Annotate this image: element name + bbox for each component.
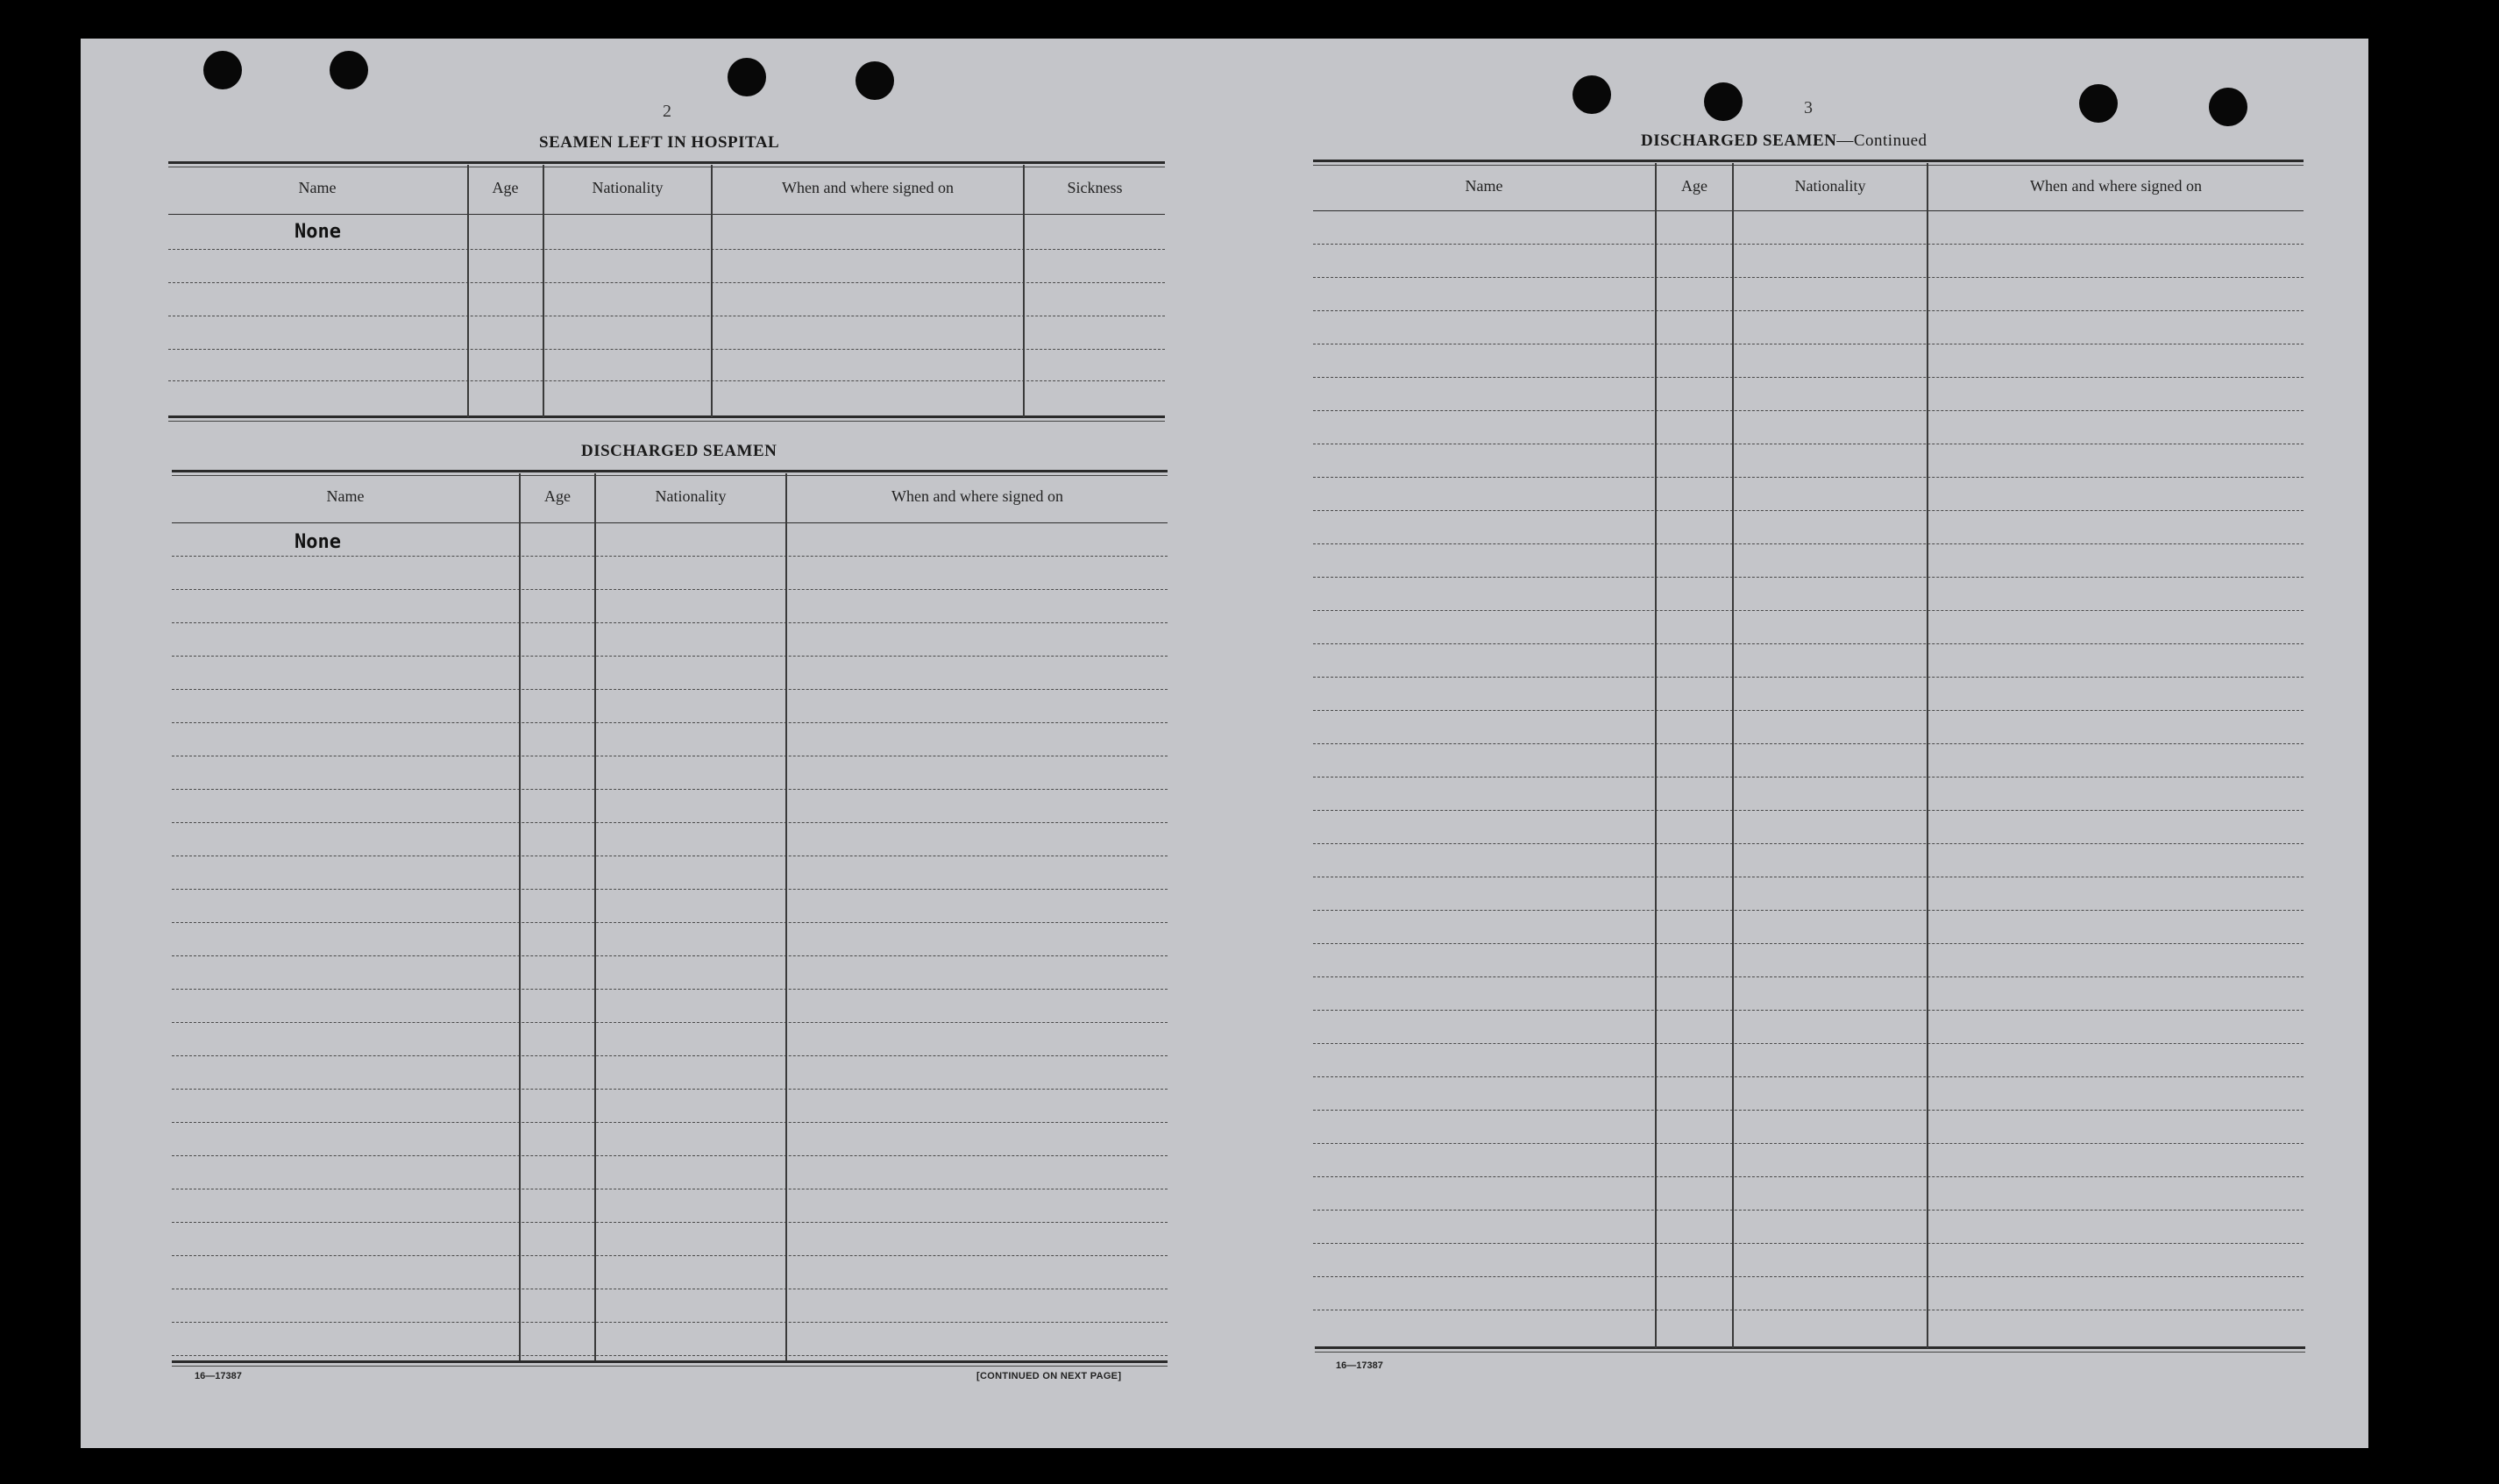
row-rule: [1313, 1043, 2304, 1044]
row-rule: [1313, 1276, 2304, 1277]
row-rule: [1313, 976, 2304, 977]
row-rule: [172, 1055, 1168, 1056]
form-number: 16—17387: [1336, 1360, 1383, 1371]
discharged-top-rule: [172, 470, 1168, 472]
right-header-signed-on: When and where signed on: [2030, 177, 2202, 195]
row-rule: [1313, 1010, 2304, 1011]
discharged-header-age: Age: [544, 487, 571, 505]
discharged-header-signed-on: When and where signed on: [891, 487, 1063, 505]
row-rule: [1313, 743, 2304, 744]
continued-suffix: —Continued: [1836, 131, 1927, 150]
discharged-col-divider: [785, 473, 787, 1360]
right-header-name: Name: [1465, 177, 1503, 195]
hospital-row-rule: [168, 349, 1165, 350]
right-bottom-rule: [1315, 1346, 2305, 1349]
right-top-rule: [1313, 160, 2304, 162]
hospital-col-divider: [711, 165, 713, 417]
hospital-col-divider: [1023, 165, 1025, 417]
hospital-header-nationality: Nationality: [592, 179, 664, 196]
row-rule: [172, 889, 1168, 890]
row-rule: [1313, 1110, 2304, 1111]
row-rule: [172, 955, 1168, 956]
row-rule: [172, 1022, 1168, 1023]
hospital-col-divider: [467, 165, 469, 417]
row-rule: [172, 822, 1168, 823]
row-rule: [172, 1222, 1168, 1223]
row-rule: [172, 689, 1168, 690]
row-rule: [1313, 510, 2304, 511]
row-rule: [172, 556, 1168, 557]
hospital-row-rule: [168, 380, 1165, 381]
punch-hole: [203, 51, 242, 89]
row-rule: [1313, 477, 2304, 478]
punch-hole: [2079, 84, 2118, 123]
row-rule: [1313, 577, 2304, 578]
punch-hole: [855, 61, 894, 100]
right-col-divider: [1655, 163, 1657, 1348]
row-rule: [172, 1255, 1168, 1256]
row-rule: [1313, 1176, 2304, 1177]
row-rule: [1313, 610, 2304, 611]
discharged-header-rule: [172, 522, 1168, 523]
row-rule: [172, 1089, 1168, 1090]
hospital-header-sickness: Sickness: [1067, 179, 1123, 196]
row-rule: [1313, 1210, 2304, 1211]
row-rule: [1313, 643, 2304, 644]
row-rule: [1313, 710, 2304, 711]
right-header-nationality: Nationality: [1794, 177, 1866, 195]
discharged-entry: None: [295, 531, 341, 553]
row-rule: [1313, 410, 2304, 411]
row-rule: [1313, 310, 2304, 311]
row-rule: [172, 789, 1168, 790]
row-rule: [1313, 943, 2304, 944]
discharged-continued-title: [1641, 131, 1927, 151]
continued-note: [CONTINUED ON NEXT PAGE]: [976, 1371, 1122, 1381]
hospital-bottom-rule: [168, 415, 1165, 418]
row-rule: [172, 1322, 1168, 1323]
page-number: 3: [1804, 98, 1813, 117]
row-rule: [1313, 1143, 2304, 1144]
discharged-header-name: Name: [326, 487, 365, 505]
punch-hole: [330, 51, 368, 89]
right-header-rule: [1313, 210, 2304, 211]
hospital-col-divider: [543, 165, 544, 417]
row-rule: [1313, 277, 2304, 278]
row-rule: [172, 989, 1168, 990]
discharged-section-title: DISCHARGED SEAMEN: [581, 442, 777, 460]
row-rule: [1313, 677, 2304, 678]
row-rule: [172, 722, 1168, 723]
punch-hole: [1704, 82, 1743, 121]
row-rule: [1313, 244, 2304, 245]
row-rule: [1313, 910, 2304, 911]
row-rule: [172, 922, 1168, 923]
hospital-header-name: Name: [298, 179, 337, 196]
right-col-divider: [1927, 163, 1928, 1348]
punch-hole: [728, 58, 766, 96]
row-rule: [172, 1122, 1168, 1123]
row-rule: [1313, 377, 2304, 378]
discharged-col-divider: [519, 473, 521, 1360]
hospital-row-rule: [168, 282, 1165, 283]
form-sheet: [81, 39, 2368, 1448]
page-number: 2: [663, 102, 671, 121]
row-rule: [172, 1355, 1168, 1356]
row-rule: [1313, 1076, 2304, 1077]
hospital-row-rule: [168, 249, 1165, 250]
right-header-age: Age: [1681, 177, 1707, 195]
form-number: 16—17387: [195, 1371, 242, 1381]
hospital-entry: None: [295, 221, 341, 243]
row-rule: [172, 622, 1168, 623]
row-rule: [1313, 1243, 2304, 1244]
hospital-header-rule: [168, 214, 1165, 215]
hospital-header-age: Age: [492, 179, 519, 196]
row-rule: [1313, 843, 2304, 844]
hospital-top-rule: [168, 161, 1165, 164]
row-rule: [1313, 543, 2304, 544]
row-rule: [172, 1155, 1168, 1156]
row-rule: [172, 589, 1168, 590]
right-col-divider: [1732, 163, 1734, 1348]
row-rule: [1313, 810, 2304, 811]
punch-hole: [2209, 88, 2247, 126]
discharged-bottom-rule: [172, 1360, 1168, 1363]
discharged-header-nationality: Nationality: [655, 487, 727, 505]
discharged-continued-title-main: DISCHARGED SEAMEN: [1641, 131, 1837, 150]
row-rule: [172, 656, 1168, 657]
discharged-col-divider: [594, 473, 596, 1360]
row-rule: [1313, 777, 2304, 778]
hospital-section-title: SEAMEN LEFT IN HOSPITAL: [539, 133, 780, 152]
punch-hole: [1573, 75, 1611, 114]
hospital-header-signed-on: When and where signed on: [782, 179, 954, 196]
